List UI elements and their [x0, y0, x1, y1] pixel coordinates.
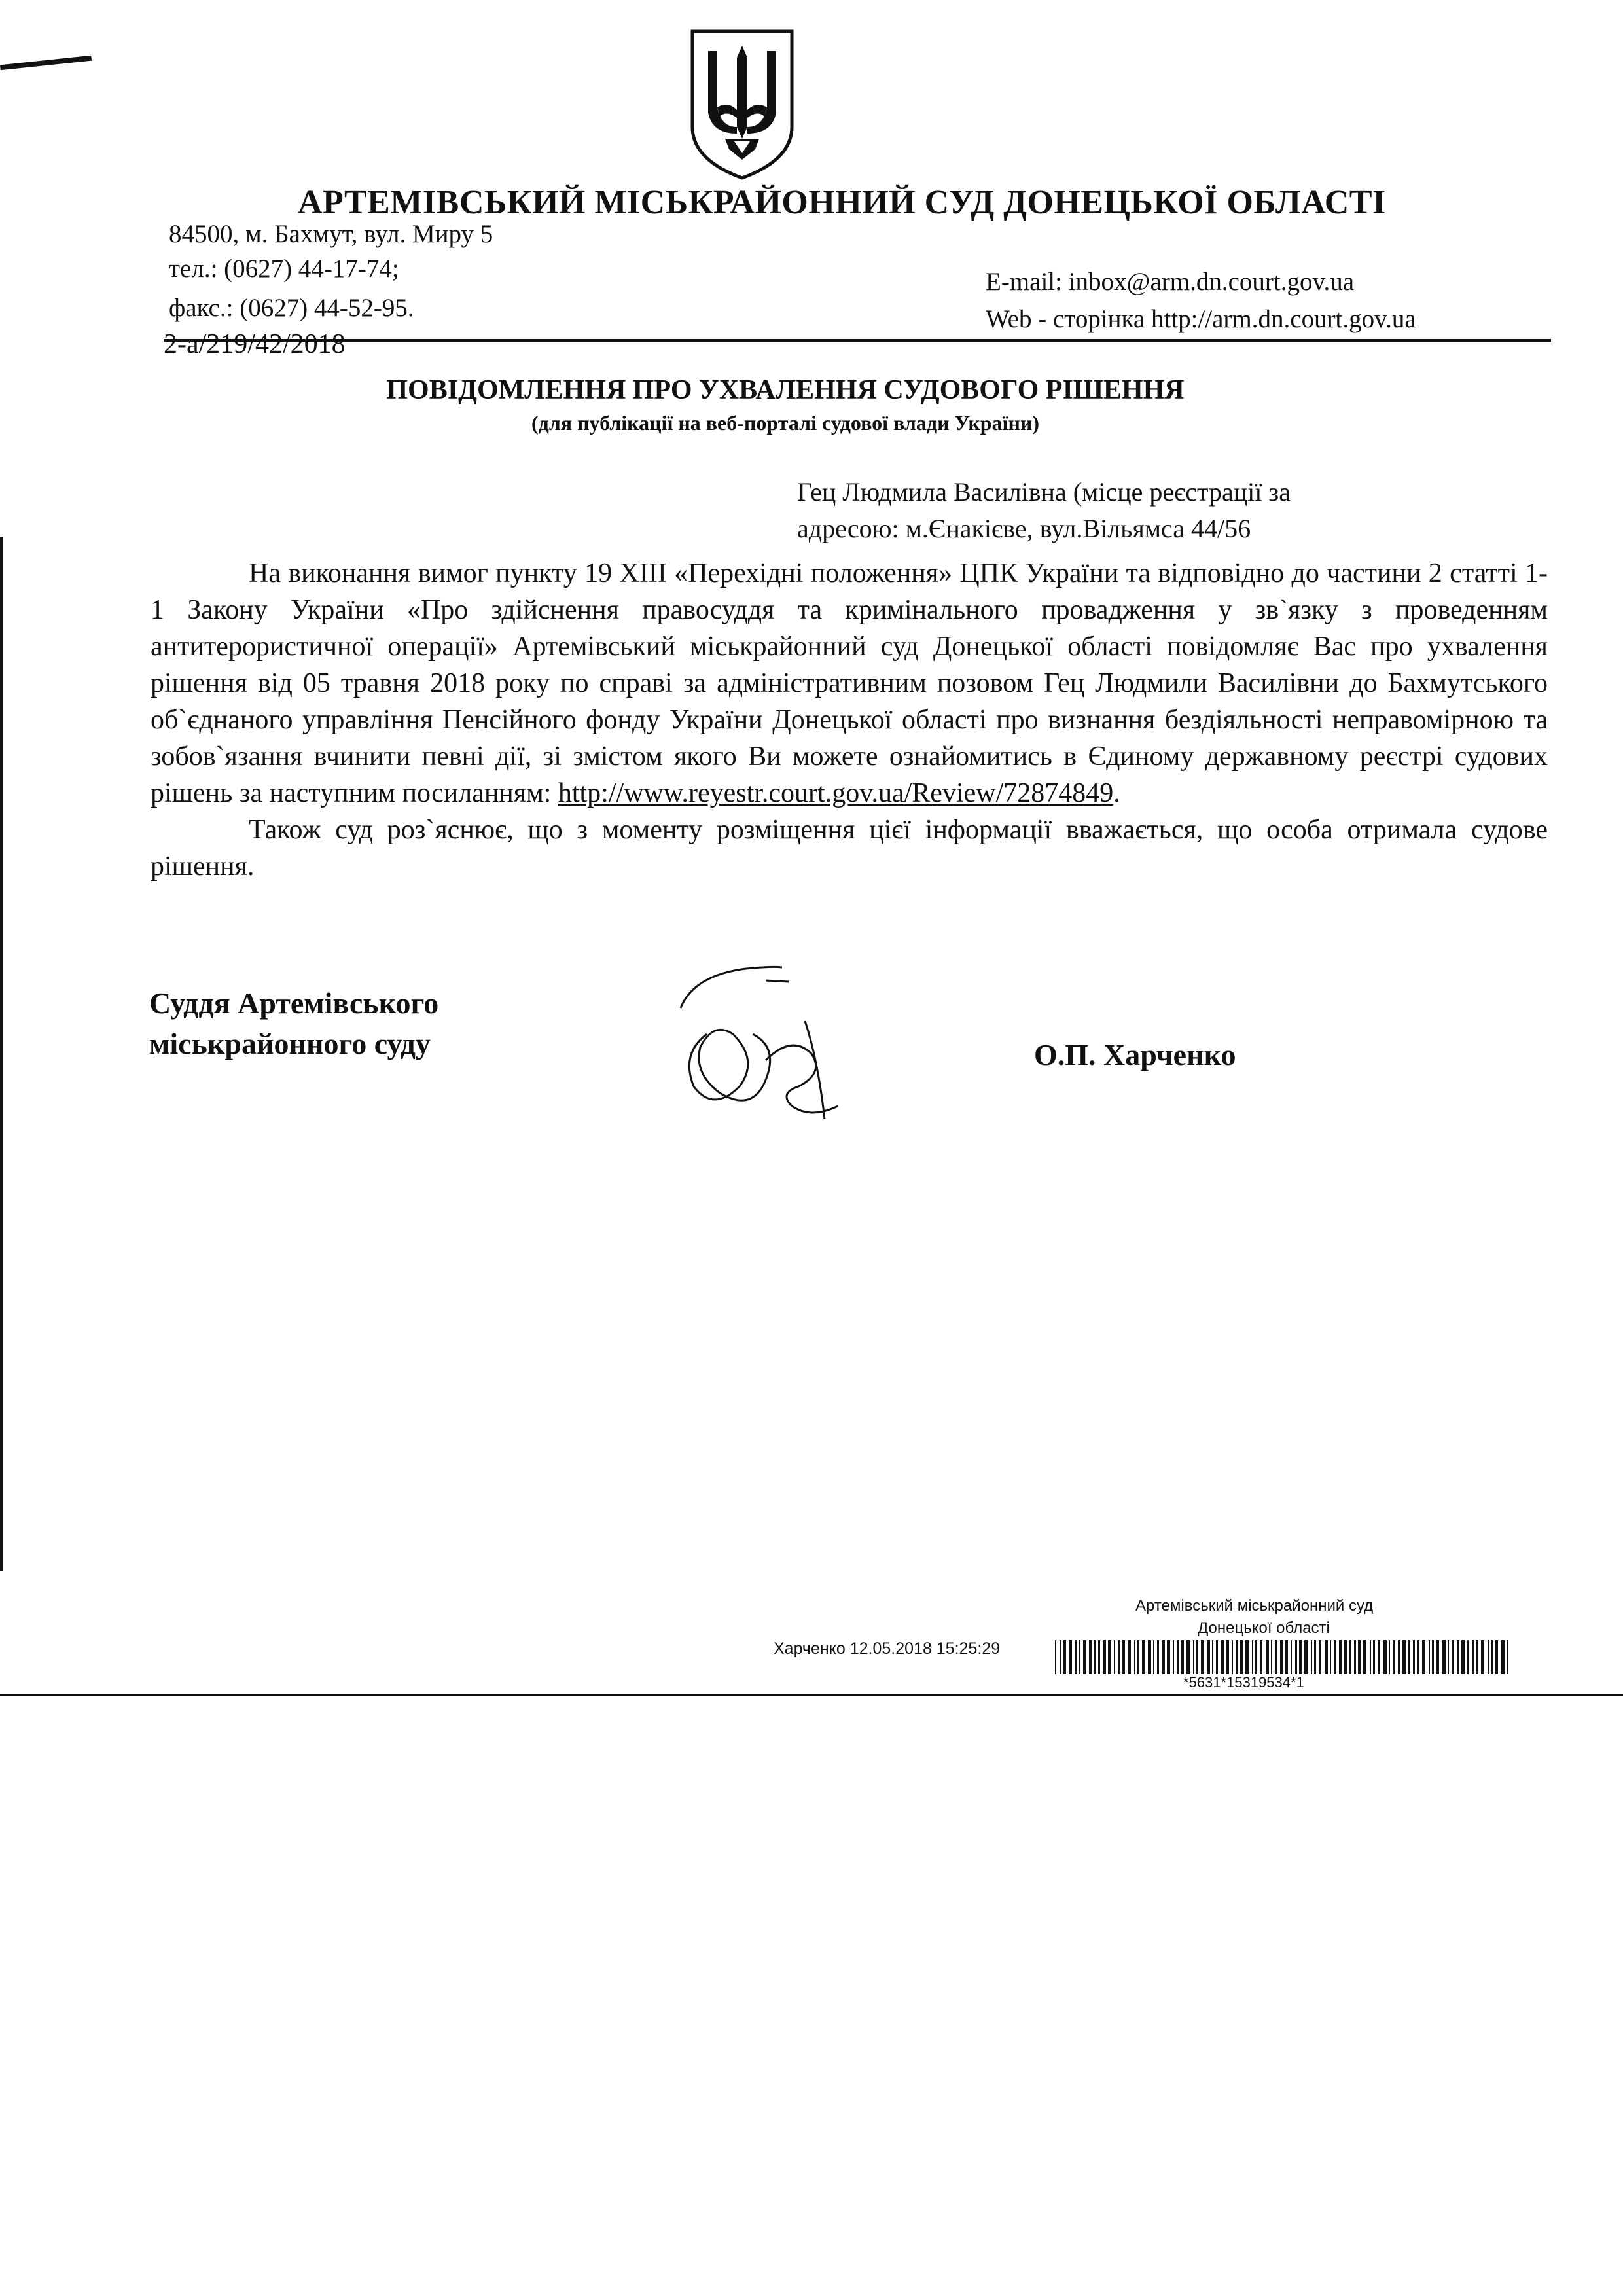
court-name: АРТЕМІВСЬКИЙ МІСЬКРАЙОННИЙ СУД ДОНЕЦЬКОЇ ОБЛАСТІ	[298, 184, 1386, 221]
scan-mark-top-left	[0, 56, 92, 71]
court-website: Web - сторінка http://arm.dn.court.gov.ua	[986, 305, 1416, 333]
court-phone: тел.: (0627) 44-17-74;	[169, 255, 399, 283]
court-fax: факс.: (0627) 44-52-95.	[169, 294, 414, 322]
ukraine-coat-of-arms-icon	[688, 29, 796, 181]
e-signature-court-line-1: Артемівський міськрайонний суд	[1135, 1597, 1374, 1615]
judge-title-line-1: Суддя Артемівського	[149, 986, 439, 1020]
notice-body	[151, 555, 1548, 885]
court-address: 84500, м. Бахмут, вул. Миру 5	[169, 220, 493, 248]
notice-paragraph-1-end: .	[1113, 778, 1120, 808]
barcode-number: *5631*15319534*1	[1183, 1674, 1304, 1691]
registry-link[interactable]: http://www.reyestr.court.gov.ua/Review/72874849	[558, 778, 1114, 808]
notice-paragraph-2: Також суд роз`яснює, що з моменту розміщення цієї інформації вважається, що особа отримала судове рішення.	[151, 815, 1548, 882]
page-bottom-edge	[0, 1694, 1623, 1696]
notice-paragraph-1	[151, 555, 1548, 812]
document-subtitle: (для публікації на веб-порталі судової влади України)	[531, 411, 1040, 435]
notice-paragraph-1-text: На виконання вимог пункту 19 XIII «Перехідні положення» ЦПК України та відповідно до частини 2 статті 1-1 Закону України «Про здійснення правосуддя та кримінального провадження у зв`язку з проведенням антитерористичної операції» Артемівський міськрайонний суд Донецької області повідомляє Вас про ухвалення рішення від 05 травня 2018 року по справі за адміністративним позовом Гец Людмили Василівни до Бахмутського об`єднаного управління Пенсійного фонду України Донецької області про визнання бездіяльності неправомірною та зобов`язання вчинити певні дії, зі змістом якого Ви можете ознайомитись в Єдиному державному реєстрі судових рішень за наступним посиланням:	[151, 558, 1548, 808]
recipient-line-1: Гец Людмила Василівна (місце реєстрації за	[797, 477, 1291, 507]
handwritten-signature	[668, 962, 916, 1132]
judge-name: О.П. Харченко	[1034, 1038, 1236, 1071]
barcode-icon	[1055, 1640, 1513, 1674]
recipient-line-2: адресою: м.Єнакієве, вул.Вільямса 44/56	[797, 514, 1251, 543]
e-signature-signer: Харченко 12.05.2018 15:25:29	[774, 1640, 1001, 1658]
scan-mark-left-edge	[0, 537, 3, 1571]
header-divider	[164, 339, 1551, 342]
e-signature-court-line-2: Донецької області	[1198, 1619, 1330, 1637]
document-title: ПОВІДОМЛЕННЯ ПРО УХВАЛЕННЯ СУДОВОГО РІШЕННЯ	[386, 375, 1185, 405]
case-number: 2-а/219/42/2018	[164, 329, 346, 359]
court-email: E-mail: inbox@arm.dn.court.gov.ua	[986, 268, 1355, 296]
judge-title-line-2: міськрайонного суду	[149, 1027, 431, 1060]
